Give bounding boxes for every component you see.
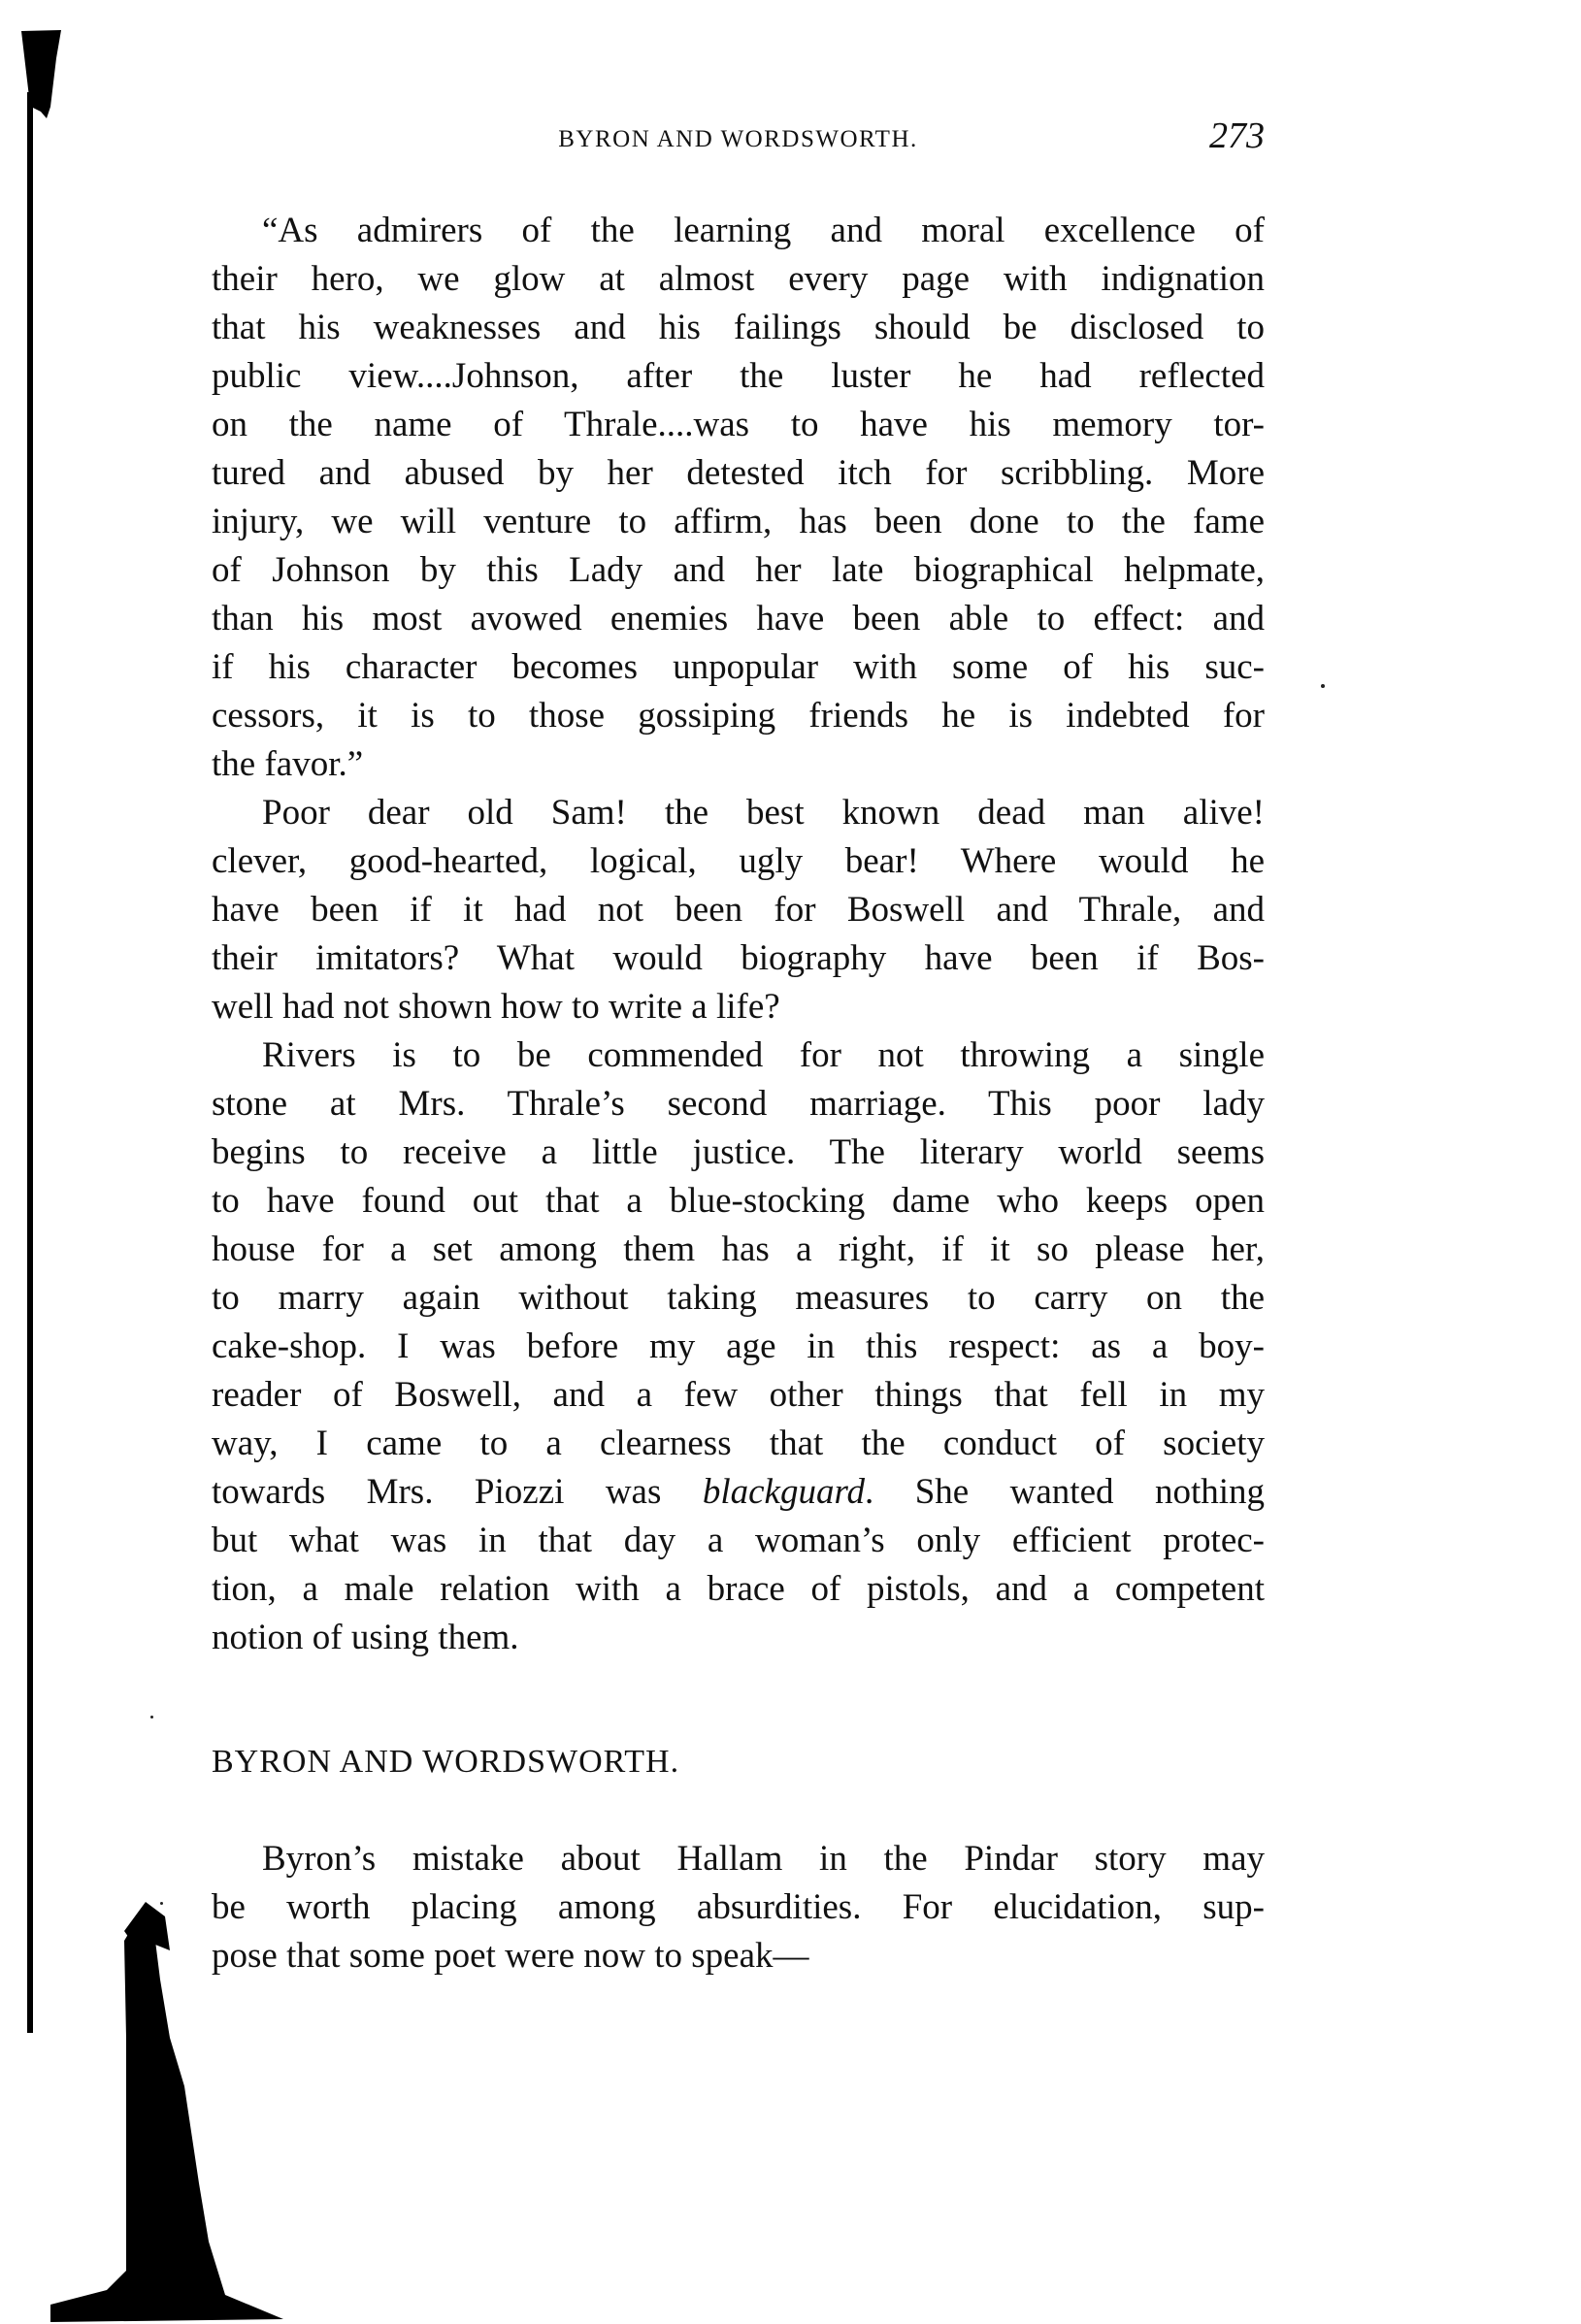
binding-rule <box>27 92 33 2033</box>
text-line: reader of Boswell, and a few other things that fell in my <box>212 1375 1265 1415</box>
text-line: “As admirers of the learning and moral excellence of <box>262 211 1265 250</box>
running-title: BYRON AND WORDSWORTH. <box>558 126 918 152</box>
text-line: to have found out that a blue-stocking dame who keeps open <box>212 1181 1265 1221</box>
italic-word: blackguard <box>702 1472 865 1512</box>
text-line: cake-shop. I was before my age in this respect: as a boy- <box>212 1326 1265 1366</box>
text-line: to marry again without taking measures to carry on the <box>212 1278 1265 1318</box>
text-line: house for a set among them has a right, if it so please her, <box>212 1229 1265 1269</box>
text-line: of Johnson by this Lady and her late biographical helpmate, <box>212 550 1265 590</box>
text-line: have been if it had not been for Boswell and Thrale, and <box>212 890 1265 930</box>
paragraph-byron <box>212 1835 1265 1980</box>
running-head <box>212 115 1265 163</box>
text-line: injury, we will venture to affirm, has been done to the fame <box>212 502 1265 541</box>
text-line: way, I came to a clearness that the conduct of society <box>212 1424 1265 1463</box>
text-line: public view....Johnson, after the luster he had reflected <box>212 356 1265 396</box>
text-line: Poor dear old Sam! the best known dead man alive! <box>262 793 1265 833</box>
paragraph-poor-sam <box>212 789 1265 1031</box>
paragraph-rivers <box>212 1031 1265 1662</box>
body-text <box>212 207 1265 1980</box>
text-line-with-italic <box>212 1468 1265 1517</box>
text-line: if his character becomes unpopular with some of his suc- <box>212 647 1265 687</box>
section-heading: BYRON AND WORDSWORTH. <box>212 1744 680 1780</box>
text-line: cessors, it is to those gossiping friends he is indebted for <box>212 696 1265 736</box>
text-line: clever, good-hearted, logical, ugly bear! Where would he <box>212 841 1265 881</box>
text-line: but what was in that day a woman’s only efficient protec- <box>212 1521 1265 1560</box>
text-run: . She wanted nothing <box>865 1472 1266 1512</box>
text-line: tion, a male relation with a brace of pistols, and a competent <box>212 1569 1265 1609</box>
text-line: their hero, we glow at almost every page with indignation <box>212 259 1265 299</box>
text-line: on the name of Thrale....was to have his memory tor- <box>212 405 1265 444</box>
text-line: pose that some poet were now to speak— <box>212 1936 809 1976</box>
text-line: the favor.” <box>212 744 364 784</box>
text-line: well had not shown how to write a life? <box>212 987 780 1027</box>
text-line: be worth placing among absurdities. For elucidation, sup- <box>212 1887 1265 1927</box>
text-line: tured and abused by her detested itch for scribbling. More <box>212 453 1265 493</box>
text-line: Rivers is to be commended for not throwing a single <box>262 1035 1265 1075</box>
binding-bottom-shape <box>50 1931 283 2322</box>
stray-dot <box>150 1716 153 1718</box>
stray-dot <box>160 1902 163 1905</box>
text-run: towards Mrs. Piozzi was <box>212 1472 703 1512</box>
text-line: Byron’s mistake about Hallam in the Pindar story may <box>262 1839 1265 1879</box>
stray-dot <box>1321 684 1325 688</box>
paragraph-quote <box>212 207 1265 789</box>
text-line: that his weaknesses and his failings should be disclosed to <box>212 308 1265 347</box>
text-line: begins to receive a little justice. The literary world seems <box>212 1132 1265 1172</box>
page-number: 273 <box>1209 115 1265 156</box>
text-line: their imitators? What would biography have been if Bos- <box>212 938 1265 978</box>
text-line: notion of using them. <box>212 1618 519 1657</box>
text-line: stone at Mrs. Thrale’s second marriage. This poor lady <box>212 1084 1265 1124</box>
text-line: than his most avowed enemies have been able to effect: and <box>212 599 1265 638</box>
